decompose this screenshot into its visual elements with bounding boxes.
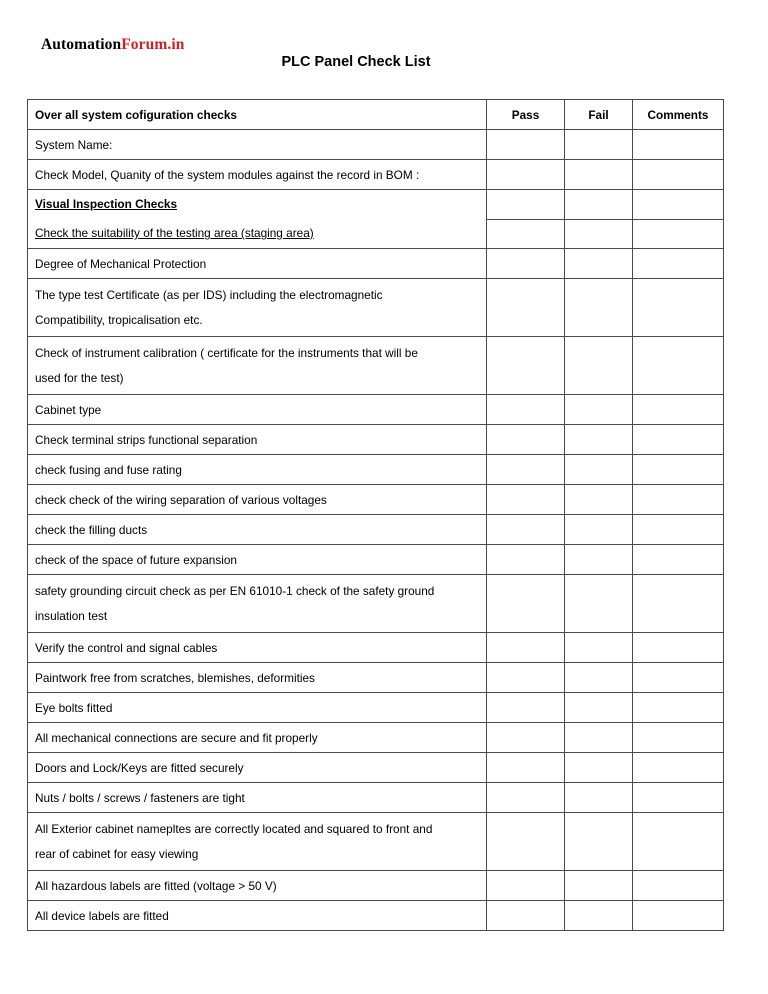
comments-cell[interactable] xyxy=(633,575,724,633)
column-header-checks: Over all system cofiguration checks xyxy=(28,100,487,130)
comments-cell[interactable] xyxy=(633,485,724,515)
check-item: Cabinet type xyxy=(28,395,487,425)
check-item: All mechanical connections are secure and fit properly xyxy=(28,723,487,753)
pass-cell[interactable] xyxy=(487,663,565,693)
column-header-fail: Fail xyxy=(565,100,633,130)
check-item: Check Model, Quanity of the system modules against the record in BOM : xyxy=(28,160,487,190)
table-row xyxy=(28,130,724,160)
pass-cell[interactable] xyxy=(487,249,565,279)
section-heading-visual-inspection: Visual Inspection Checks xyxy=(35,197,178,211)
fail-cell[interactable] xyxy=(565,219,633,249)
comments-cell[interactable] xyxy=(633,455,724,485)
check-item: Paintwork free from scratches, blemishes, deformities xyxy=(28,663,487,693)
check-item xyxy=(28,575,487,633)
pass-cell[interactable] xyxy=(487,515,565,545)
pass-cell[interactable] xyxy=(487,723,565,753)
table-row xyxy=(28,693,724,723)
brand-logo-part1: Automation xyxy=(41,36,122,53)
fail-cell[interactable] xyxy=(565,545,633,575)
fail-cell[interactable] xyxy=(565,395,633,425)
table-row xyxy=(28,723,724,753)
check-item: check the filling ducts xyxy=(28,515,487,545)
pass-cell[interactable] xyxy=(487,783,565,813)
pass-cell[interactable] xyxy=(487,425,565,455)
pass-cell[interactable] xyxy=(487,130,565,160)
pass-cell[interactable] xyxy=(487,693,565,723)
check-item-line: used for the test) xyxy=(35,370,124,385)
comments-cell[interactable] xyxy=(633,753,724,783)
comments-cell[interactable] xyxy=(633,425,724,455)
table-row xyxy=(28,337,724,395)
check-item-line: safety grounding circuit check as per EN 61010-1 check of the safety ground xyxy=(35,583,435,598)
comments-cell[interactable] xyxy=(633,545,724,575)
check-item: Nuts / bolts / screws / fasteners are tight xyxy=(28,783,487,813)
check-item-line: Compatibility, tropicalisation etc. xyxy=(35,312,203,327)
check-item: Verify the control and signal cables xyxy=(28,633,487,663)
comments-cell[interactable] xyxy=(633,337,724,395)
brand-logo xyxy=(41,36,184,54)
table-row xyxy=(28,813,724,871)
check-item: check check of the wiring separation of various voltages xyxy=(28,485,487,515)
check-item xyxy=(28,279,487,337)
fail-cell[interactable] xyxy=(565,130,633,160)
pass-cell[interactable] xyxy=(487,901,565,931)
table-row xyxy=(28,633,724,663)
table-row xyxy=(28,871,724,901)
comments-cell[interactable] xyxy=(633,249,724,279)
checklist-table xyxy=(27,99,724,931)
check-item-line: Check of instrument calibration ( certificate for the instruments that will be xyxy=(35,345,418,360)
check-item: Degree of Mechanical Protection xyxy=(28,249,487,279)
fail-cell[interactable] xyxy=(565,425,633,455)
brand-logo-part2: Forum.in xyxy=(121,36,185,53)
comments-cell[interactable] xyxy=(633,871,724,901)
pass-cell[interactable] xyxy=(487,395,565,425)
table-row xyxy=(28,575,724,633)
column-header-pass: Pass xyxy=(487,100,565,130)
table-row xyxy=(28,395,724,425)
check-item: Eye bolts fitted xyxy=(28,693,487,723)
fail-cell[interactable] xyxy=(565,249,633,279)
fail-cell[interactable] xyxy=(565,455,633,485)
pass-cell[interactable] xyxy=(487,279,565,337)
comments-cell[interactable] xyxy=(633,723,724,753)
pass-cell[interactable] xyxy=(487,219,565,249)
pass-cell[interactable] xyxy=(487,545,565,575)
column-header-comments: Comments xyxy=(633,100,724,130)
page-title: PLC Panel Check List xyxy=(281,54,431,70)
table-row xyxy=(28,160,724,190)
comments-cell[interactable] xyxy=(633,190,724,220)
check-item: check of the space of future expansion xyxy=(28,545,487,575)
table-row xyxy=(28,663,724,693)
check-item xyxy=(28,813,487,871)
table-row xyxy=(28,753,724,783)
check-item-line: insulation test xyxy=(35,608,108,623)
check-item: All hazardous labels are fitted (voltage > 50 V) xyxy=(28,871,487,901)
fail-cell[interactable] xyxy=(565,901,633,931)
check-item-sublabel: Check the suitability of the testing area (staging area) xyxy=(35,226,314,240)
fail-cell[interactable] xyxy=(565,753,633,783)
pass-cell[interactable] xyxy=(487,753,565,783)
pass-cell[interactable] xyxy=(487,575,565,633)
table-row xyxy=(28,425,724,455)
pass-cell[interactable] xyxy=(487,871,565,901)
comments-cell[interactable] xyxy=(633,693,724,723)
pass-cell[interactable] xyxy=(487,337,565,395)
table-row xyxy=(28,485,724,515)
comments-cell[interactable] xyxy=(633,901,724,931)
check-item: Doors and Lock/Keys are fitted securely xyxy=(28,753,487,783)
table-row xyxy=(28,249,724,279)
fail-cell[interactable] xyxy=(565,279,633,337)
fail-cell[interactable] xyxy=(565,783,633,813)
fail-cell[interactable] xyxy=(565,813,633,871)
fail-cell[interactable] xyxy=(565,693,633,723)
fail-cell[interactable] xyxy=(565,723,633,753)
check-item: All device labels are fitted xyxy=(28,901,487,931)
comments-cell[interactable] xyxy=(633,279,724,337)
fail-cell[interactable] xyxy=(565,663,633,693)
table-row xyxy=(28,783,724,813)
comments-cell[interactable] xyxy=(633,813,724,871)
comments-cell[interactable] xyxy=(633,395,724,425)
pass-cell[interactable] xyxy=(487,813,565,871)
check-item-line: rear of cabinet for easy viewing xyxy=(35,846,199,861)
table-row xyxy=(28,545,724,575)
table-row xyxy=(28,515,724,545)
check-item-line: The type test Certificate (as per IDS) including the electromagnetic xyxy=(35,287,383,302)
table-row xyxy=(28,279,724,337)
fail-cell[interactable] xyxy=(565,871,633,901)
comments-cell[interactable] xyxy=(633,515,724,545)
comments-cell[interactable] xyxy=(633,219,724,249)
comments-cell[interactable] xyxy=(633,130,724,160)
pass-cell[interactable] xyxy=(487,455,565,485)
table-row xyxy=(28,901,724,931)
pass-cell[interactable] xyxy=(487,190,565,220)
comments-cell[interactable] xyxy=(633,160,724,190)
fail-cell[interactable] xyxy=(565,575,633,633)
fail-cell[interactable] xyxy=(565,190,633,220)
pass-cell[interactable] xyxy=(487,160,565,190)
fail-cell[interactable] xyxy=(565,633,633,663)
check-item: check fusing and fuse rating xyxy=(28,455,487,485)
table-row xyxy=(28,190,724,220)
comments-cell[interactable] xyxy=(633,783,724,813)
check-item-visual-inspection xyxy=(28,190,487,249)
table-header-row xyxy=(28,100,724,130)
fail-cell[interactable] xyxy=(565,515,633,545)
check-item-line: All Exterior cabinet namepltes are correctly located and squared to front and xyxy=(35,821,433,836)
pass-cell[interactable] xyxy=(487,633,565,663)
comments-cell[interactable] xyxy=(633,663,724,693)
fail-cell[interactable] xyxy=(565,485,633,515)
check-item: Check terminal strips functional separation xyxy=(28,425,487,455)
check-item xyxy=(28,337,487,395)
check-item: System Name: xyxy=(28,130,487,160)
fail-cell[interactable] xyxy=(565,160,633,190)
table-row xyxy=(28,455,724,485)
comments-cell[interactable] xyxy=(633,633,724,663)
fail-cell[interactable] xyxy=(565,337,633,395)
pass-cell[interactable] xyxy=(487,485,565,515)
